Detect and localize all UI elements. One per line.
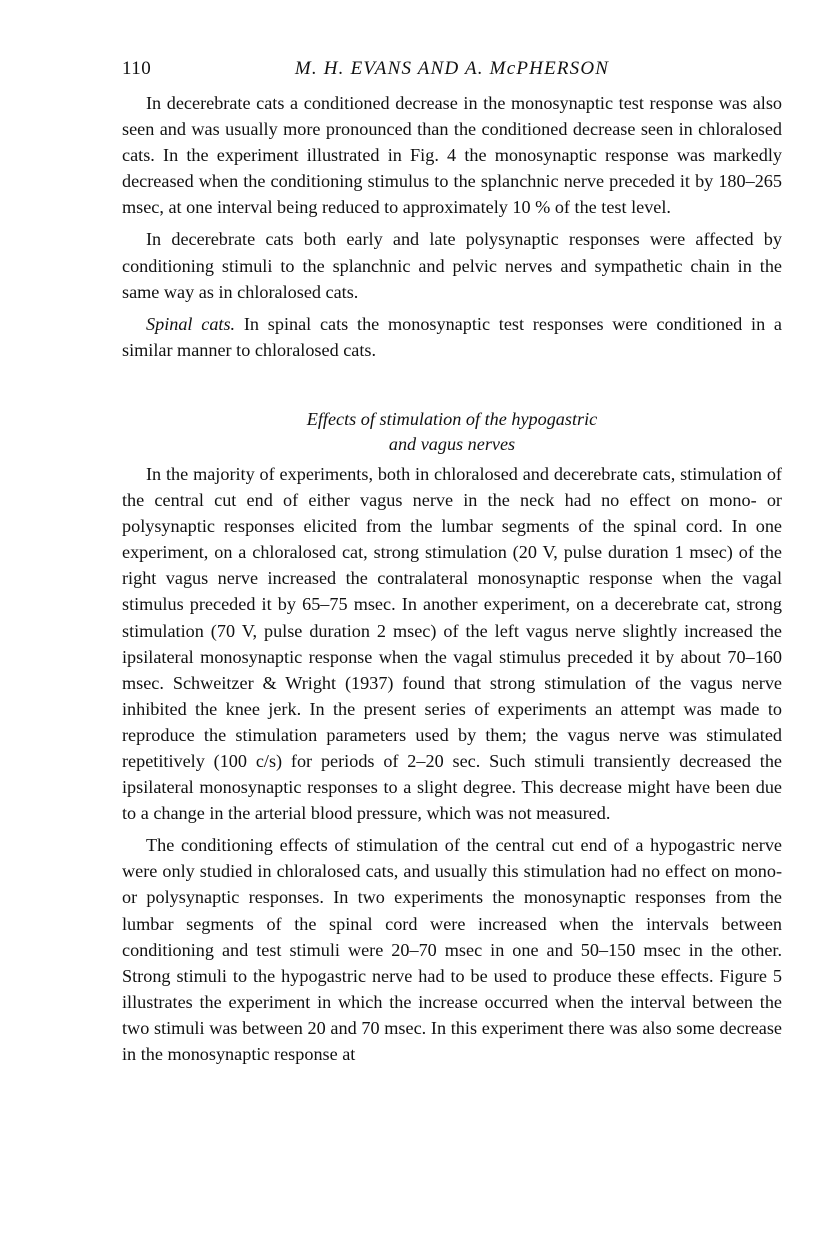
spinal-cats-lead: Spinal cats.: [146, 313, 236, 334]
page-number: 110: [122, 58, 152, 79]
paragraph-vagus-nerve: In the majority of experiments, both in chloralosed and decerebrate cats, stimulation of the central cut end of either vagus nerve in the neck had no effect on mono- or polysynaptic responses elicited from the lumbar segments of the spinal cord. In one experiment, on a chloralosed cat, strong stimulation (20 V, pulse duration 1 msec) of the right vagus nerve increased the contralateral monosynaptic response when the vagal stimulus preceded it by 65–75 msec. In another experiment, on a decerebrate cat, strong stimulation (70 V, pulse duration 2 msec) of the left vagus nerve slightly increased the ipsilateral monosynaptic response when the vagal stimulus preceded it by about 70–160 msec. Schweitzer & Wright (1937) found that strong stimulation of the vagus nerve inhibited the knee jerk. In the present series of experiments an attempt was made to reproduce the stimulation parameters used by them; the vagus nerve was stimulated repetitively (100 c/s) for periods of 2–20 sec. Such stimuli transiently decreased the ipsilateral monosynaptic responses to a slight degree. This decrease might have been due to a change in the arterial blood pressure, which was not measured.: [122, 463, 782, 824]
section-heading-line-1: Effects of stimulation of the hypogastric: [306, 408, 598, 429]
body-text: [122, 90, 782, 1067]
paragraph-spinal-cats: [122, 311, 782, 363]
paragraph-decerebrate-monosynaptic: In decerebrate cats a conditioned decrease in the monosynaptic test response was also seen and was usually more pronounced than the conditioned decrease seen in chloralosed cats. In the experiment illustrated in Fig. 4 the monosynaptic response was markedly decreased when the conditioning stimulus to the splanchnic nerve preceded it by 180–265 msec, at one interval being reduced to approximately 10 % of the test level.: [122, 93, 782, 218]
section-heading: [122, 407, 782, 457]
section-heading-line-2: and vagus nerves: [388, 433, 516, 454]
running-head-authors: M. H. EVANS AND A. McPHERSON: [294, 58, 610, 79]
running-head: [122, 58, 782, 86]
spinal-cats-text: In spinal cats the monosynaptic test responses were conditioned in a similar manner to chloralosed cats.: [122, 313, 782, 360]
paragraph-hypogastric-nerve: The conditioning effects of stimulation of the central cut end of a hypogastric nerve were only studied in chloralosed cats, and usually this stimulation had no effect on mono- or polysynaptic responses. In two experiments the monosynaptic responses from the lumbar segments of the spinal cord were increased when the intervals between conditioning and test stimuli were 20–70 msec in one and 50–150 msec in the other. Strong stimuli to the hypogastric nerve had to be used to produce these effects. Figure 5 illustrates the experiment in which the increase occurred when the interval between the two stimuli was between 20 and 70 msec. In this experiment there was also some decrease in the monosynaptic response at: [122, 835, 782, 1064]
paragraph-decerebrate-polysynaptic: In decerebrate cats both early and late polysynaptic responses were affected by conditioning stimuli to the splanchnic and pelvic nerves and sympathetic chain in the same way as in chloralosed cats.: [122, 229, 782, 302]
